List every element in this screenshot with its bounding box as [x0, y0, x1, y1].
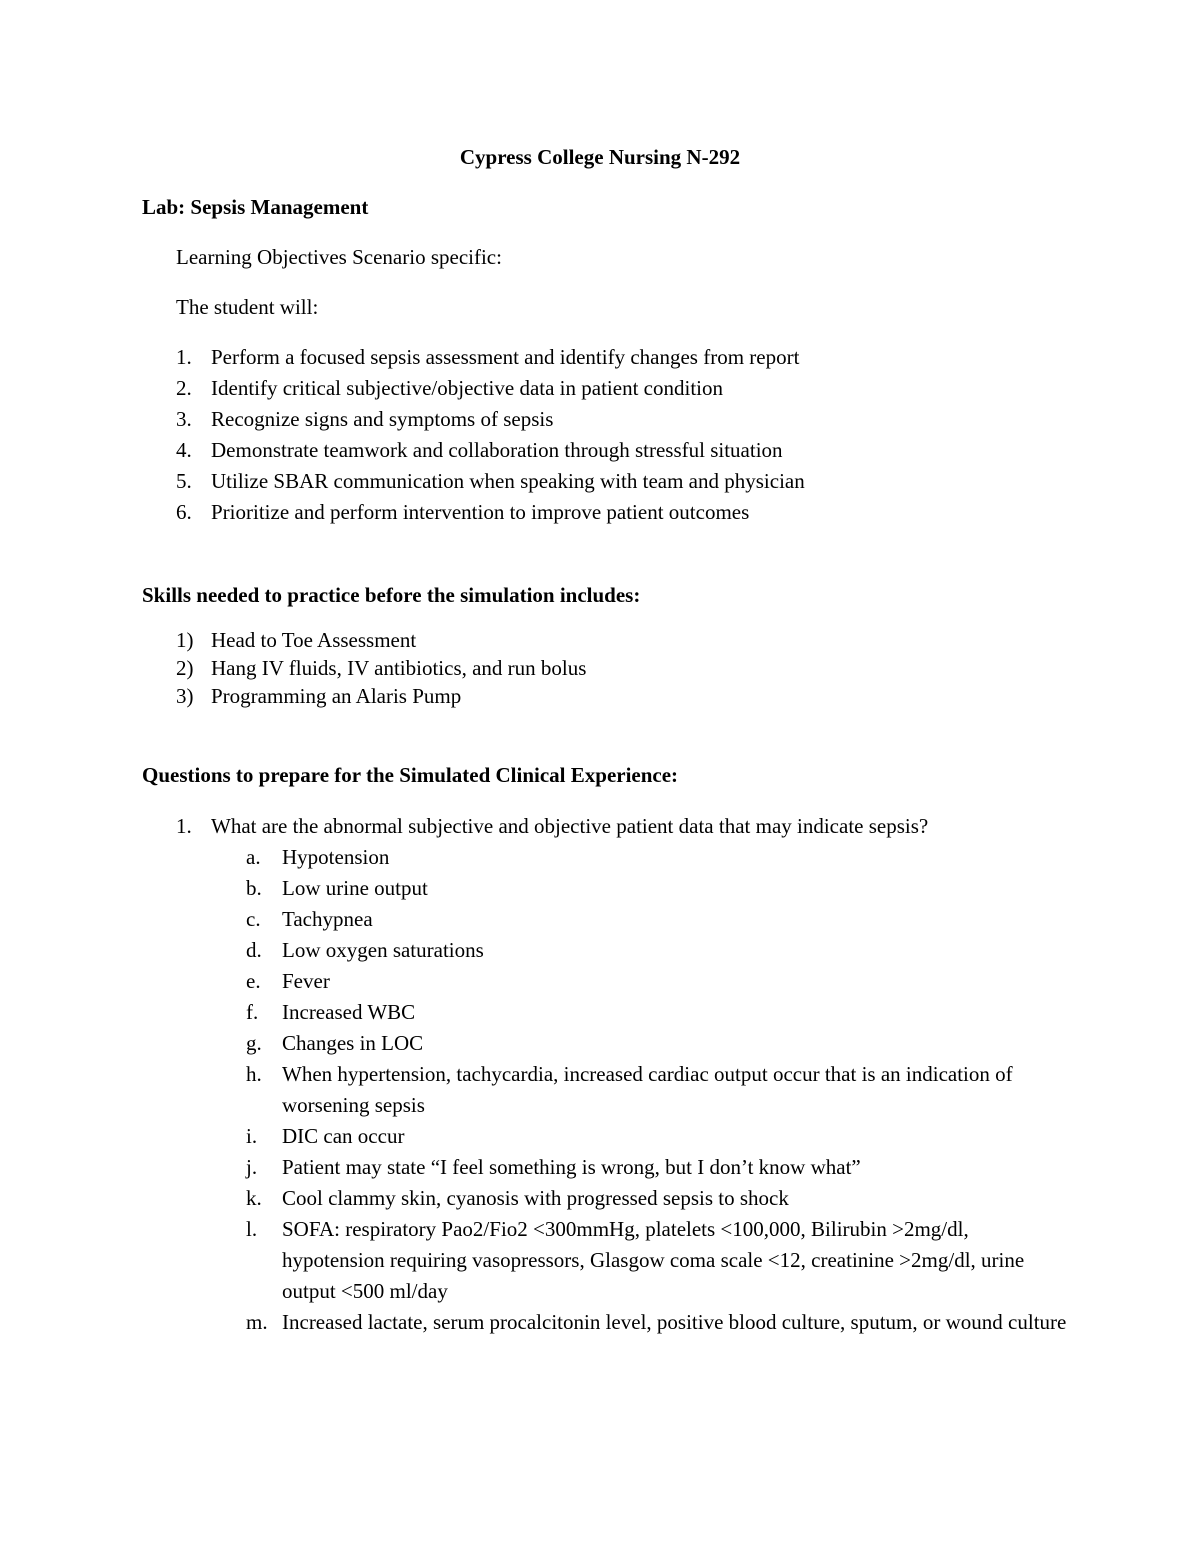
list-item: [0, 342, 1200, 373]
list-item: [0, 626, 1200, 654]
answer-text: Hypotension: [282, 845, 390, 869]
list-item: [0, 811, 1200, 1338]
answer-text: Cool clammy skin, cyanosis with progressed sepsis to shock: [282, 1186, 789, 1210]
answer-text: Increased lactate, serum procalcitonin level, positive blood culture, sputum, or wound culture: [282, 1310, 1067, 1334]
list-item: [0, 873, 1200, 904]
objectives-intro: Learning Objectives Scenario specific:: [176, 245, 502, 269]
answers-list: [0, 842, 1200, 1338]
list-item: [0, 1183, 1200, 1214]
answer-text: Patient may state “I feel something is wrong, but I don’t know what”: [282, 1155, 861, 1179]
objectives-list: [0, 342, 1200, 528]
list-marker: 3.: [176, 407, 192, 431]
list-item-text: Recognize signs and symptoms of sepsis: [211, 407, 554, 431]
list-marker: 2): [176, 656, 194, 680]
student-will-text: The student will:: [176, 295, 319, 319]
answer-text: Low urine output: [282, 876, 428, 900]
list-item: [0, 966, 1200, 997]
list-marker: 1.: [176, 345, 192, 369]
list-marker: 5.: [176, 469, 192, 493]
list-item: [0, 842, 1200, 873]
list-item-text: Prioritize and perform intervention to improve patient outcomes: [211, 500, 750, 524]
answer-text: Increased WBC: [282, 1000, 416, 1024]
list-marker: d.: [246, 938, 262, 962]
list-item: [0, 904, 1200, 935]
answer-text: Changes in LOC: [282, 1031, 424, 1055]
list-marker: 1.: [176, 814, 192, 838]
list-item: [0, 997, 1200, 1028]
list-marker: i.: [246, 1124, 258, 1148]
list-marker: l.: [246, 1217, 258, 1241]
list-item: [0, 466, 1200, 497]
answer-text: When hypertension, tachycardia, increased cardiac output occur that is an indication of worsening sepsis: [282, 1062, 1013, 1117]
list-marker: 4.: [176, 438, 192, 462]
list-marker: c.: [246, 907, 261, 931]
answer-text: Fever: [282, 969, 330, 993]
questions-list: [0, 811, 1200, 1338]
list-item: [0, 497, 1200, 528]
list-item: [0, 1121, 1200, 1152]
answer-text: Tachypnea: [282, 907, 373, 931]
list-item: [0, 435, 1200, 466]
questions-heading: Questions to prepare for the Simulated Clinical Experience:: [142, 763, 679, 787]
skills-heading: Skills needed to practice before the simulation includes:: [142, 583, 641, 607]
answer-text: SOFA: respiratory Pao2/Fio2 <300mmHg, platelets <100,000, Bilirubin >2mg/dl, hypotension requiring vasopressors, Glasgow coma scale <12, creatinine >2mg/dl, urine output <500 ml/day: [282, 1217, 1025, 1303]
list-marker: b.: [246, 876, 262, 900]
answer-text: DIC can occur: [282, 1124, 405, 1148]
list-item: [0, 373, 1200, 404]
list-marker: a.: [246, 845, 261, 869]
list-item: [0, 682, 1200, 710]
answer-text: Low oxygen saturations: [282, 938, 484, 962]
list-marker: e.: [246, 969, 261, 993]
list-item-text: Utilize SBAR communication when speaking with team and physician: [211, 469, 805, 493]
list-item-text: Perform a focused sepsis assessment and identify changes from report: [211, 345, 800, 369]
skills-list: [0, 626, 1200, 710]
list-marker: m.: [246, 1310, 268, 1334]
list-item: [0, 1028, 1200, 1059]
question-text: What are the abnormal subjective and objective patient data that may indicate sepsis?: [211, 814, 929, 838]
list-marker: 3): [176, 684, 194, 708]
list-item: [0, 654, 1200, 682]
list-item: [0, 404, 1200, 435]
list-marker: k.: [246, 1186, 262, 1210]
list-item: [0, 1214, 1200, 1307]
list-item: [0, 935, 1200, 966]
list-item: [0, 1059, 1200, 1121]
list-marker: 1): [176, 628, 194, 652]
lab-heading: Lab: Sepsis Management: [142, 195, 369, 219]
list-marker: f.: [246, 1000, 259, 1024]
list-item-text: Head to Toe Assessment: [211, 628, 417, 652]
list-item-text: Demonstrate teamwork and collaboration through stressful situation: [211, 438, 783, 462]
list-marker: 6.: [176, 500, 192, 524]
list-marker: h.: [246, 1062, 262, 1086]
list-item: [0, 1152, 1200, 1183]
list-marker: 2.: [176, 376, 192, 400]
list-item-text: Programming an Alaris Pump: [211, 684, 462, 708]
list-item-text: Identify critical subjective/objective data in patient condition: [211, 376, 723, 400]
list-item-text: Hang IV fluids, IV antibiotics, and run bolus: [211, 656, 587, 680]
list-marker: j.: [246, 1155, 258, 1179]
list-item: [0, 1307, 1200, 1338]
list-marker: g.: [246, 1031, 262, 1055]
document-title: Cypress College Nursing N-292: [459, 145, 741, 169]
